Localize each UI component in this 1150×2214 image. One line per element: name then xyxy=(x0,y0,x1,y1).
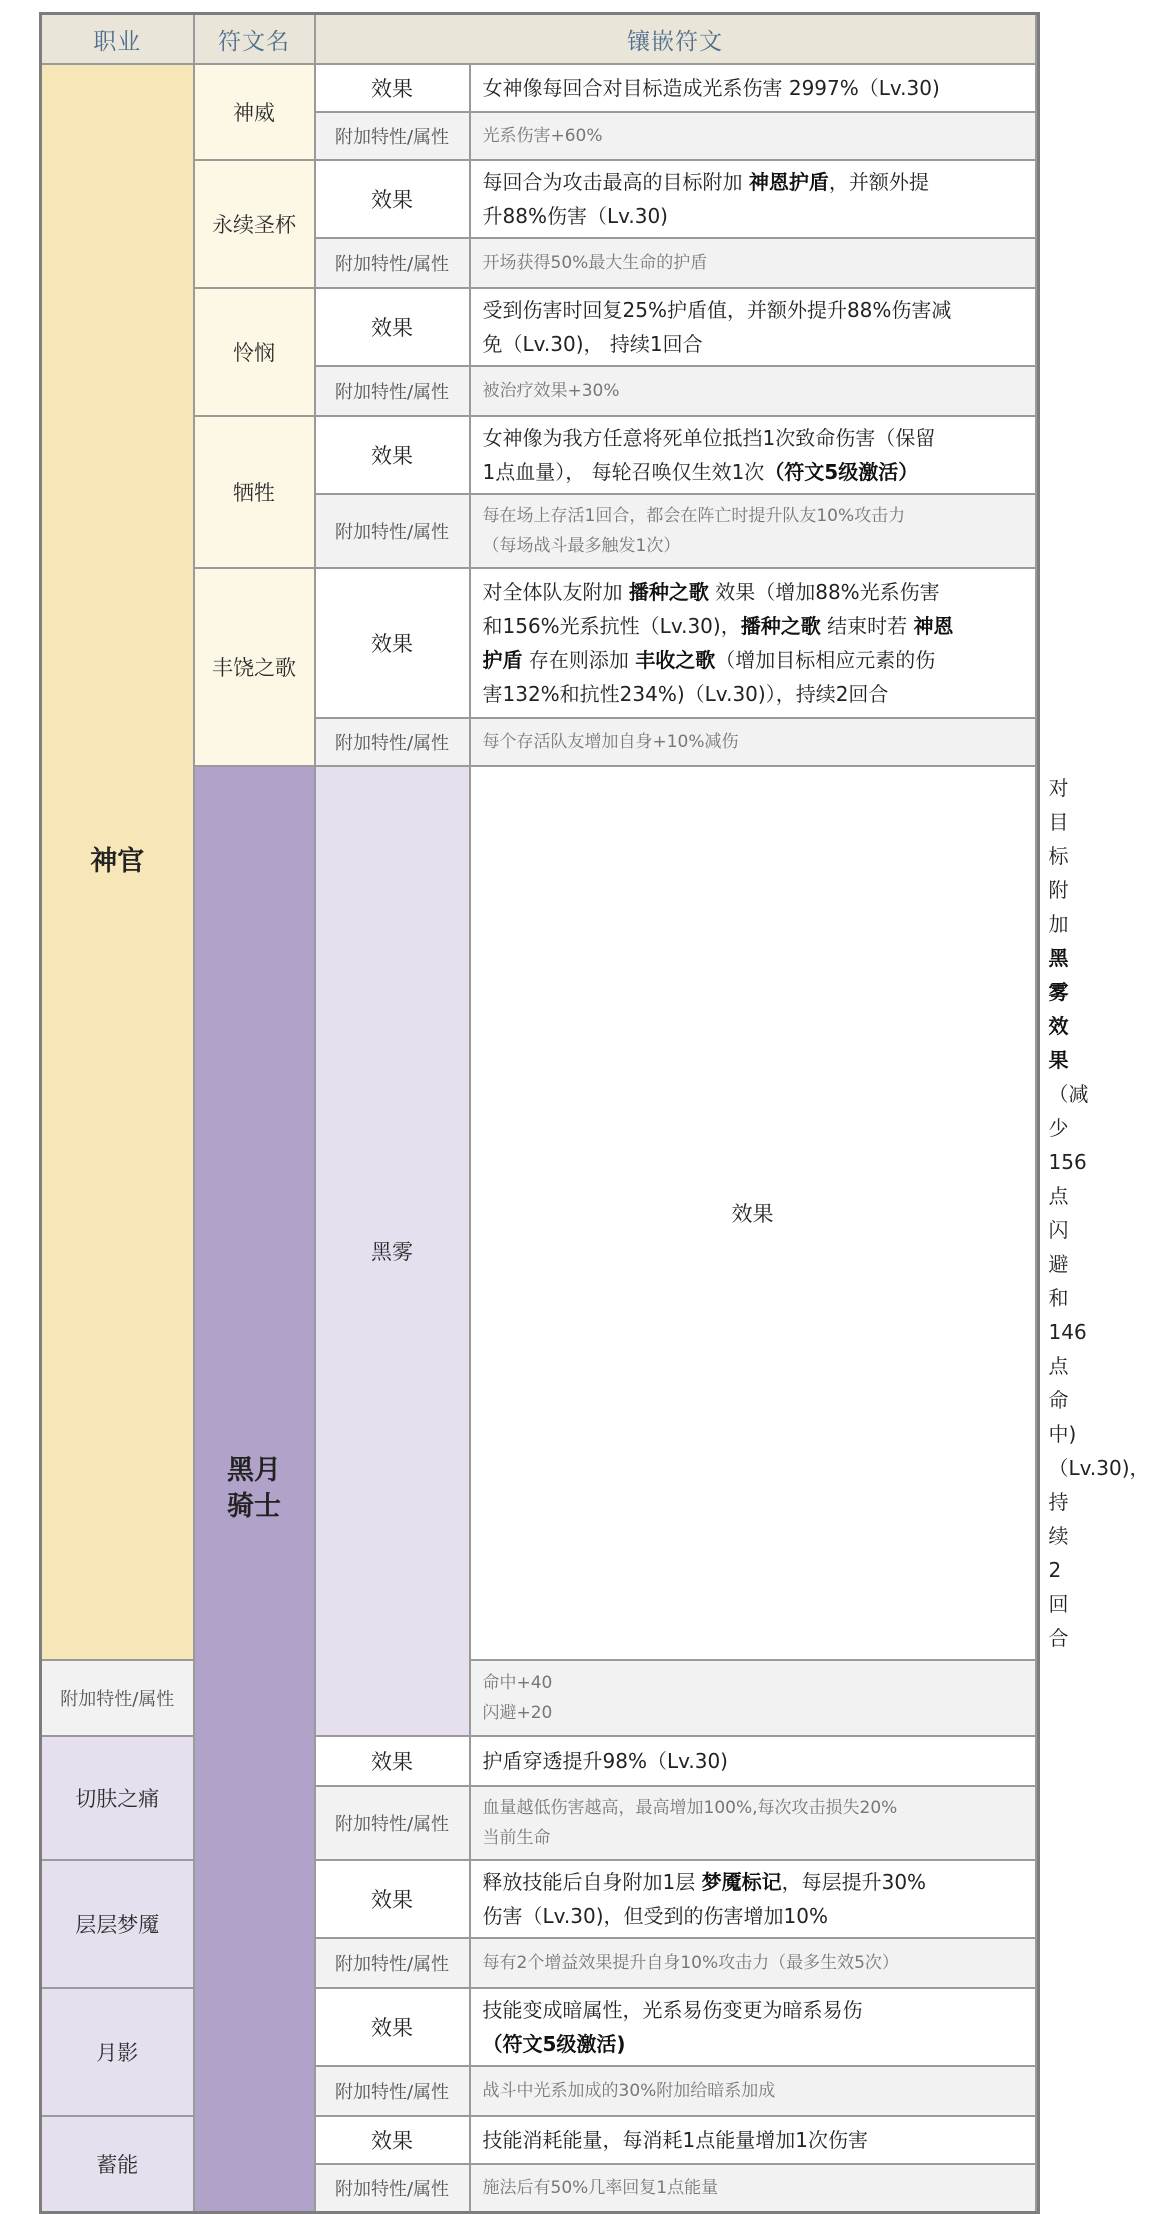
class-priest xyxy=(41,64,194,1660)
effect-text: 存在则添加 xyxy=(522,648,636,672)
attr-text: 每个存活队友增加自身+10%减伤 xyxy=(482,732,739,752)
attr-label: 附加特性/属性 xyxy=(315,494,470,568)
attr-value xyxy=(470,1660,1036,1736)
header-class: 职业 xyxy=(41,14,194,65)
effect-keyword: （符文5级激活) xyxy=(482,2032,626,2056)
rune-effect-row xyxy=(41,64,1039,112)
effect-text: 效果（增加88%光系伤害 和156%光系抗性（Lv.30)， xyxy=(482,580,940,638)
effect-label: 效果 xyxy=(315,568,470,718)
attr-value xyxy=(470,2066,1036,2116)
class-name: 神官 xyxy=(90,846,145,877)
effect-text: ，并额外提 升88%伤害（Lv.30) xyxy=(482,170,929,228)
effect-value xyxy=(470,1988,1036,2066)
rune-effect-row xyxy=(41,2116,1039,2164)
attr-text: 每在场上存活1回合，都会在阵亡时提升队友10%攻击力 （每场战斗最多触发1次） xyxy=(482,506,906,556)
effect-text: 护盾穿透提升98%（Lv.30) xyxy=(482,1749,728,1773)
attr-value xyxy=(470,238,1036,288)
effect-label: 效果 xyxy=(315,1736,470,1786)
effect-keyword: 神恩护盾 xyxy=(748,170,829,194)
effect-label: 效果 xyxy=(315,2116,470,2164)
effect-keyword: 播种之歌 xyxy=(628,580,709,604)
effect-label: 效果 xyxy=(470,766,1036,1660)
rune-name: 蓄能 xyxy=(41,2116,194,2212)
effect-keyword: 黑雾效果 xyxy=(1048,946,1069,1072)
effect-label: 效果 xyxy=(315,160,470,238)
effect-value xyxy=(470,1860,1036,1938)
attr-label: 附加特性/属性 xyxy=(315,2066,470,2116)
attr-text: 光系伤害+60% xyxy=(482,126,603,146)
rune-name: 永续圣杯 xyxy=(194,160,315,288)
rune-effect-row xyxy=(41,1860,1039,1938)
rune-name: 怜悯 xyxy=(194,288,315,416)
attr-text: 施法后有50%几率回复1点能量 xyxy=(482,2177,719,2198)
effect-text: 技能变成暗属性，光系易伤变更为暗系易伤 xyxy=(482,1998,863,2022)
attr-label: 附加特性/属性 xyxy=(315,366,470,416)
rune-effect-row xyxy=(41,1988,1039,2066)
attr-value xyxy=(470,718,1036,766)
effect-keyword: 神恩 护盾 xyxy=(482,614,954,672)
attr-text: 每有2个增益效果提升自身10%攻击力（最多生效5次） xyxy=(482,1953,899,1973)
effect-keyword: 梦魇标记 xyxy=(701,1870,782,1894)
effect-text: （减少156点闪避和146点命中) （Lv.30)，持续2回合 xyxy=(1048,1082,1150,1650)
effect-value xyxy=(470,416,1036,494)
attr-text: 战斗中光系加成的30%附加给暗系加成 xyxy=(482,2081,776,2101)
rune-name: 神威 xyxy=(194,64,315,160)
header-rune-name: 符文名 xyxy=(194,14,315,65)
attr-label: 附加特性/属性 xyxy=(315,238,470,288)
class-dark-moon-knight xyxy=(194,766,315,2212)
rune-name: 牺牲 xyxy=(194,416,315,568)
effect-label: 效果 xyxy=(315,64,470,112)
effect-value xyxy=(470,1736,1036,1786)
effect-text: 每回合为攻击最高的目标附加 xyxy=(482,170,749,194)
effect-text: ，每层提升30% 伤害（Lv.30)，但受到的伤害增加10% xyxy=(482,1870,927,1928)
attr-value xyxy=(470,112,1036,160)
attr-value xyxy=(470,494,1036,568)
rune-name: 丰饶之歌 xyxy=(194,568,315,766)
attr-value xyxy=(470,1786,1036,1860)
rune-name: 层层梦魇 xyxy=(41,1860,194,1988)
effect-text: 释放技能后自身附加1层 xyxy=(482,1870,702,1894)
rune-name: 月影 xyxy=(41,1988,194,2116)
effect-text: 受到伤害时回复25%护盾值，并额外提升88%伤害减 免（Lv.30)， 持续1回合 xyxy=(482,298,952,356)
attr-text: 被治疗效果+30% xyxy=(482,381,620,401)
attr-value xyxy=(470,1938,1036,1988)
effect-text: 女神像每回合对目标造成光系伤害 2997%（Lv.30) xyxy=(482,76,940,100)
rune-name: 黑雾 xyxy=(315,766,470,1736)
effect-label: 效果 xyxy=(315,1860,470,1938)
effect-label: 效果 xyxy=(315,288,470,366)
effect-value xyxy=(470,64,1036,112)
effect-text: 女神像为我方任意将死单位抵挡1次致命伤害（保留 1点血量）， 每轮召唤仅生效1次 xyxy=(482,426,936,484)
attr-text: 命中+40 闪避+20 xyxy=(482,1673,553,1723)
attr-label: 附加特性/属性 xyxy=(315,2164,470,2212)
rune-effect-row xyxy=(41,1736,1039,1786)
rune-name: 切肤之痛 xyxy=(41,1736,194,1860)
attr-value xyxy=(470,366,1036,416)
effect-text: （增加目标相应元素的伤 害132%和抗性234%)（Lv.30)），持续2回合 xyxy=(482,648,936,706)
effect-value xyxy=(470,568,1036,718)
attr-label: 附加特性/属性 xyxy=(315,1938,470,1988)
effect-value xyxy=(470,2116,1036,2164)
class-name: 黑月 骑士 xyxy=(227,1454,281,1522)
attr-label: 附加特性/属性 xyxy=(315,718,470,766)
effect-keyword: 播种之歌 xyxy=(740,614,821,638)
attr-text: 血量越低伤害越高，最高增加100%,每次攻击损失20% 当前生命 xyxy=(482,1798,898,1848)
rune-attr-row xyxy=(41,1660,1039,1736)
attr-label: 附加特性/属性 xyxy=(41,1660,194,1736)
rune-table xyxy=(39,12,1150,2214)
effect-keyword: 丰收之歌 xyxy=(635,648,716,672)
effect-value xyxy=(470,288,1036,366)
attr-value xyxy=(470,2164,1036,2212)
attr-label: 附加特性/属性 xyxy=(315,1786,470,1860)
header-row xyxy=(41,14,1039,65)
header-inlay-rune: 镶嵌符文 xyxy=(315,14,1036,65)
effect-value xyxy=(1036,766,1150,1660)
attr-label: 附加特性/属性 xyxy=(315,112,470,160)
effect-text: 技能消耗能量，每消耗1点能量增加1次伤害 xyxy=(482,2128,868,2152)
effect-label: 效果 xyxy=(315,416,470,494)
effect-keyword: （符文5级激活） xyxy=(764,460,919,484)
effect-text: 对目标附加 xyxy=(1048,776,1069,936)
attr-text: 开场获得50%最大生命的护盾 xyxy=(482,253,708,273)
effect-text: 对全体队友附加 xyxy=(482,580,629,604)
effect-value xyxy=(470,160,1036,238)
effect-text: 结束时若 xyxy=(820,614,914,638)
effect-label: 效果 xyxy=(315,1988,470,2066)
